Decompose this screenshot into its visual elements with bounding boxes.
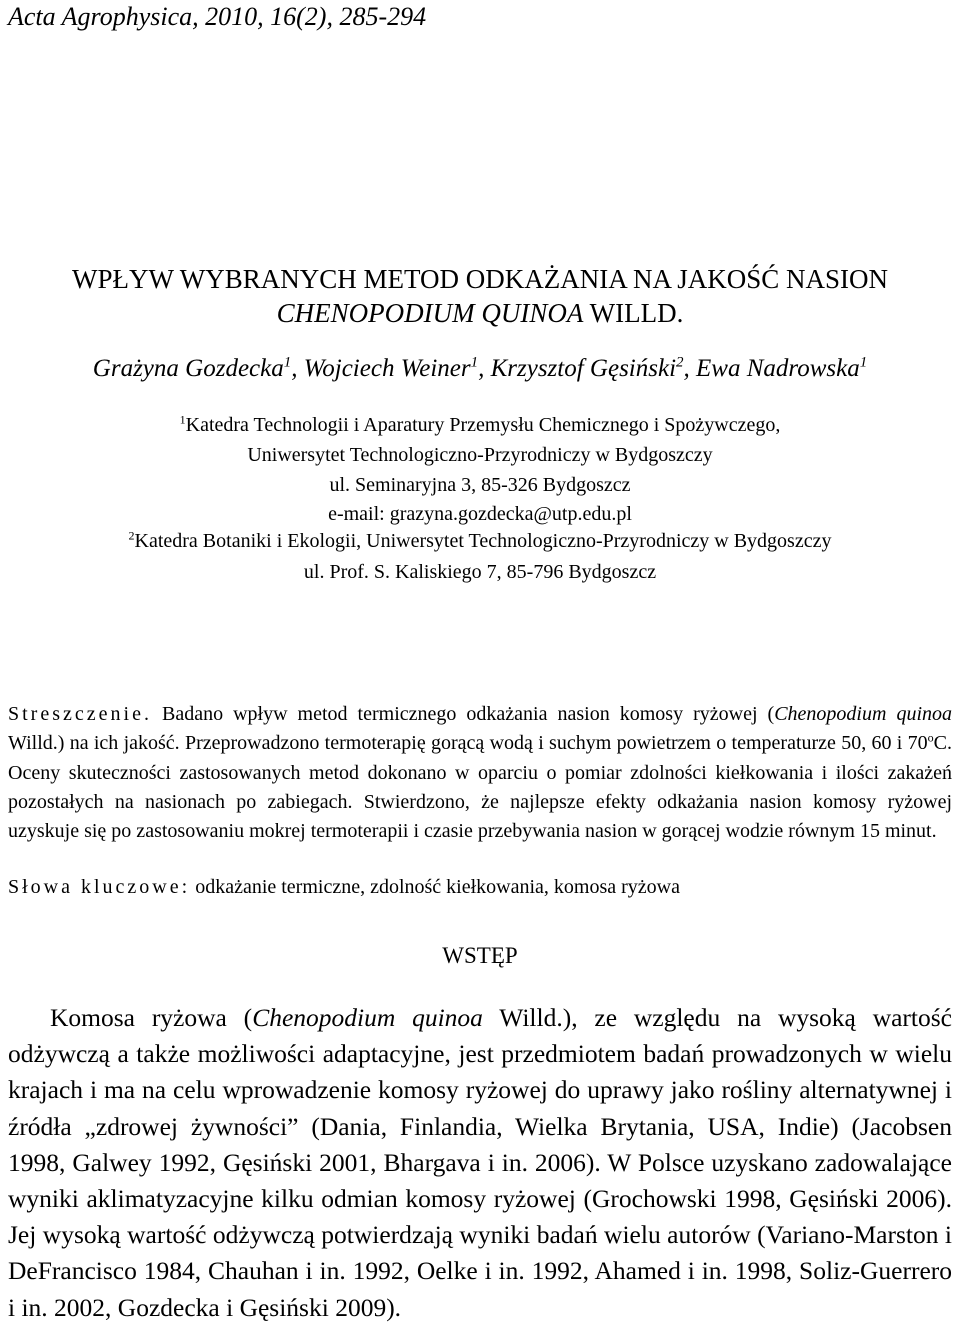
- abstract-text: Willd.) na ich jakość. Przeprowadzono termoterapię gorącą wodą i suchym powietrzem o temperaturze 50, 60 i 70: [8, 732, 928, 755]
- affiliation-1-address: ul. Seminaryjna 3, 85-326 Bydgoszcz: [329, 474, 631, 496]
- abstract-text: Badano wpływ metod termicznego odkażania nasion komosy ryżowej (: [151, 703, 775, 725]
- author-name: Krzysztof Gęsiński: [490, 355, 677, 382]
- keywords-label: Słowa kluczowe:: [8, 876, 191, 898]
- affiliation-1-email[interactable]: e-mail: grazyna.gozdecka@utp.edu.pl: [328, 503, 632, 525]
- abstract-species-name: Chenopodium quinoa: [774, 703, 952, 725]
- degree-superscript: o: [927, 730, 934, 745]
- affiliation-2-address: ul. Prof. S. Kaliskiego 7, 85-796 Bydgoszcz: [303, 561, 657, 583]
- author-name: Wojciech Weiner: [303, 355, 471, 382]
- author-list: Grażyna Gozdecka$^1$, Wojciech Weiner$^1$, Krzysztof Gęsiński$^2$, Ewa Nadrowska$^1$: [92, 354, 868, 382]
- body-text: Komosa ryżowa (: [50, 1003, 253, 1032]
- body-text: Willd.), ze względu na wysoką wartość odżywczą a także możliwości adaptacyjne, jest przedmiotem badań prowadzonych w wielu krajach i ma na celu wprowadzenie komosy ryżowej do uprawy jako rośliny alternatywnej i źródła „zdrowej żywności” (Dania, Finlandia, Wielka Brytania, USA, Indie) (Jacobsen 1998, Galwey 1992, Gęsiński 2001, Bhargava i in. 2006). W Polsce uzyskano zadowalające wyniki aklimatyzacyjne kilku odmian komosy ryżowej (Grochowski 1998, Gęsiński 2006). Jej wysoką wartość odżywczą potwierdzają wyniki badań wielu autorów (Variano-Marston i DeFrancisco 1984, Chauhan i in. 1992, Oelke i in. 1992, Ahamed i in. 1998, Soliz-Guerrero i in. 2002, Gozdecka i Gęsiński 2009).: [8, 1003, 952, 1322]
- author-name: Grażyna Gozdecka: [92, 355, 284, 382]
- affiliation-2-line1: [0, 530, 960, 553]
- keywords-line: [8, 876, 680, 899]
- affiliation-number: 1: [179, 412, 186, 427]
- affiliation-1-line1: [0, 414, 960, 437]
- abstract-paragraph: [8, 700, 952, 846]
- affiliation-text: Katedra Technologii i Aparatury Przemysłu Chemicznego i Spożywczego,: [185, 414, 781, 436]
- author-affiliation-mark: 2: [676, 354, 684, 371]
- author-affiliation-mark: 1: [470, 354, 479, 371]
- affiliation-number: 2: [128, 528, 135, 543]
- author-affiliation-mark: 1: [283, 354, 292, 371]
- author-name: Ewa Nadrowska: [696, 355, 860, 382]
- body-species-name: Chenopodium quinoa: [252, 1003, 483, 1032]
- paper-title-line2: [0, 298, 960, 329]
- title-species-name: CHENOPODIUM QUINOA: [276, 298, 584, 328]
- affiliation-text: Katedra Botaniki i Ekologii, Uniwersytet Technologiczno-Przyrodniczy w Bydgoszczy: [134, 530, 832, 552]
- journal-reference: Acta Agrophysica, 2010, 16(2), 285-294: [8, 2, 427, 31]
- abstract-text: C. Oceny skuteczności zastosowanych metod dokonano w oparciu o pomiar zdolności kiełkowania i ilości zakażeń pozostałych na nasionach po zabiegach. Stwierdzono, że najlepsze efekty odkażania nasion komosy ryżowej uzyskuje się po zastosowaniu mokrej termoterapii i czasie przebywania nasion w gorącej wodzie równym 15 minut.: [8, 732, 952, 843]
- title-line2-rest: WILLD.: [583, 298, 684, 328]
- affiliation-1-line2: Uniwersytet Technologiczno-Przyrodniczy w Bydgoszczy: [247, 444, 713, 466]
- body-paragraph: [8, 1000, 952, 1326]
- paper-title-line1: WPŁYW WYBRANYCH METOD ODKAŻANIA NA JAKOŚĆ NASION: [71, 264, 889, 294]
- section-heading: WSTĘP: [442, 943, 518, 968]
- author-affiliation-mark: 1: [859, 354, 868, 371]
- abstract-label: Streszczenie.: [8, 703, 152, 725]
- keywords-text: odkażanie termiczne, zdolność kiełkowania, komosa ryżowa: [190, 876, 681, 898]
